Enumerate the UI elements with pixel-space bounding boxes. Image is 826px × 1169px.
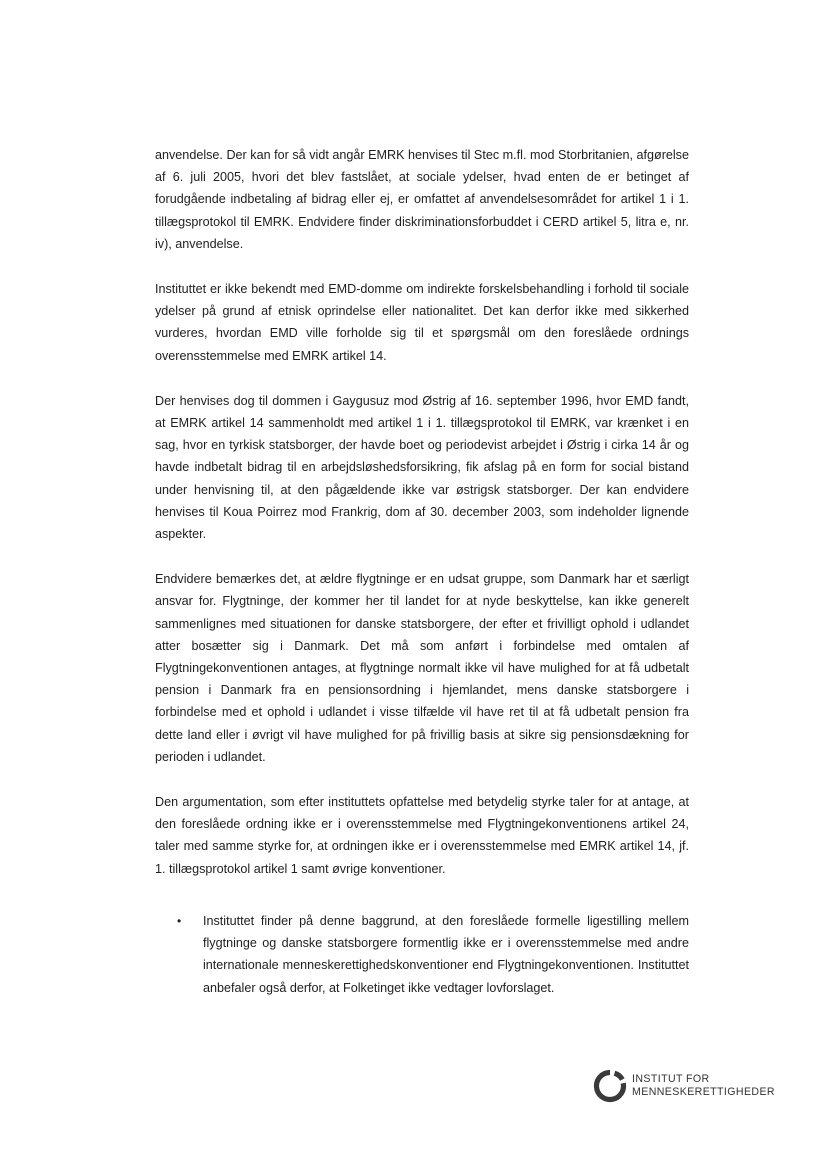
logo-line-1: INSTITUT FOR bbox=[632, 1073, 710, 1085]
document-body bbox=[155, 144, 689, 999]
recommendation-list bbox=[155, 910, 689, 999]
list-item bbox=[155, 910, 689, 999]
paragraph-gaygusuz: Der henvises dog til dommen i Gaygusuz mod Østrig af 16. september 1996, hvor EMD fandt, at EMRK artikel 14 sammenholdt med artikel 1 i 1. tillægsprotokol til EMRK, var krænket i en sag, hvor en tyrkisk statsborger, der havde boet og periodevist arbejdet i Østrig i cirka 14 år og havde indbetalt bidrag til en arbejdsløshedsforsikring, fik afslag på en form for social bistand under henvisning til, at den pågældende ikke var østrigsk statsborger. Der kan endvidere henvises til Koua Poirrez mod Frankrig, dom af 30. december 2003, som indeholder lignende aspekter. bbox=[155, 393, 689, 542]
institute-logo bbox=[593, 1069, 775, 1103]
paragraph-aeldre-flygtninge: Endvidere bemærkes det, at ældre flygtninge er en udsat gruppe, som Danmark har et særligt ansvar for. Flygtninge, der kommer her til landet for at nyde beskyttelse, kan ikke generelt sammenlignes med situationen for danske statsborgere, der efter et frivilligt ophold i udlandet atter bosætter sig i Danmark. Det må som anført i forbindelse med omtalen af Flygtningekonventionen antages, at flygtninge normalt ikke vil have mulighed for at få udbetalt pension i Danmark fra en pensionsordning i hjemlandet, mens danske statsborgere i forbindelse med et ophold i udlandet i visse tilfælde vil have ret til at få udbetalt pension fra dette land eller i øvrigt vil have mulighed for på frivillig basis at sikre sig pensionsdækning for perioden i udlandet. bbox=[155, 572, 689, 764]
paragraph-emd-domme: Instituttet er ikke bekendt med EMD-domme om indirekte forskelsbehandling i forhold til sociale ydelser på grund af etnisk oprindelse eller nationalitet. Det kan derfor ikke med sikkerhed vurderes, hvordan EMD ville forholde sig til et spørgsmål om den foreslåede ordnings overensstemmelse med EMRK artikel 14. bbox=[155, 282, 689, 363]
paragraph-argumentation: Den argumentation, som efter instituttets opfattelse med betydelig styrke taler for at antage, at den foreslåede ordning ikke er i overensstemmelse med Flygtningekonventionens artikel 24, taler med samme styrke for, at ordningen ikke er i overensstemmelse med EMRK artikel 14, jf. 1. tillægsprotokol artikel 1 samt øvrige konventioner. bbox=[155, 795, 689, 876]
logo-line-2: MENNESKERETTIGHEDER bbox=[632, 1086, 775, 1098]
bullet-text: Instituttet finder på denne baggrund, at den foreslåede formelle ligestilling mellem flygtninge og danske statsborgere formentlig ikke er i overensstemmelse med andre internationale menneskerettighedskonventioner end Flygtningekonventionen. Instituttet anbefaler også derfor, at Folketinget ikke vedtager lovforslaget. bbox=[203, 913, 689, 995]
logo-wordmark bbox=[632, 1073, 775, 1099]
bullet-icon: • bbox=[177, 913, 182, 928]
paragraph-emrk-stec: anvendelse. Der kan for så vidt angår EMRK henvises til Stec m.fl. mod Storbritanien, afgørelse af 6. juli 2005, hvori det blev fastslået, at sociale ydelser, hvad enten de er betinget af forudgående indbetaling af bidrag eller ej, er omfattet af anvendelsesområdet for artikel 1 i 1. tillægsprotokol til EMRK. Endvidere finder diskriminationsforbuddet i CERD artikel 5, litra e, nr. iv), anvendelse. bbox=[155, 148, 689, 251]
ring-logo-icon bbox=[593, 1069, 627, 1103]
